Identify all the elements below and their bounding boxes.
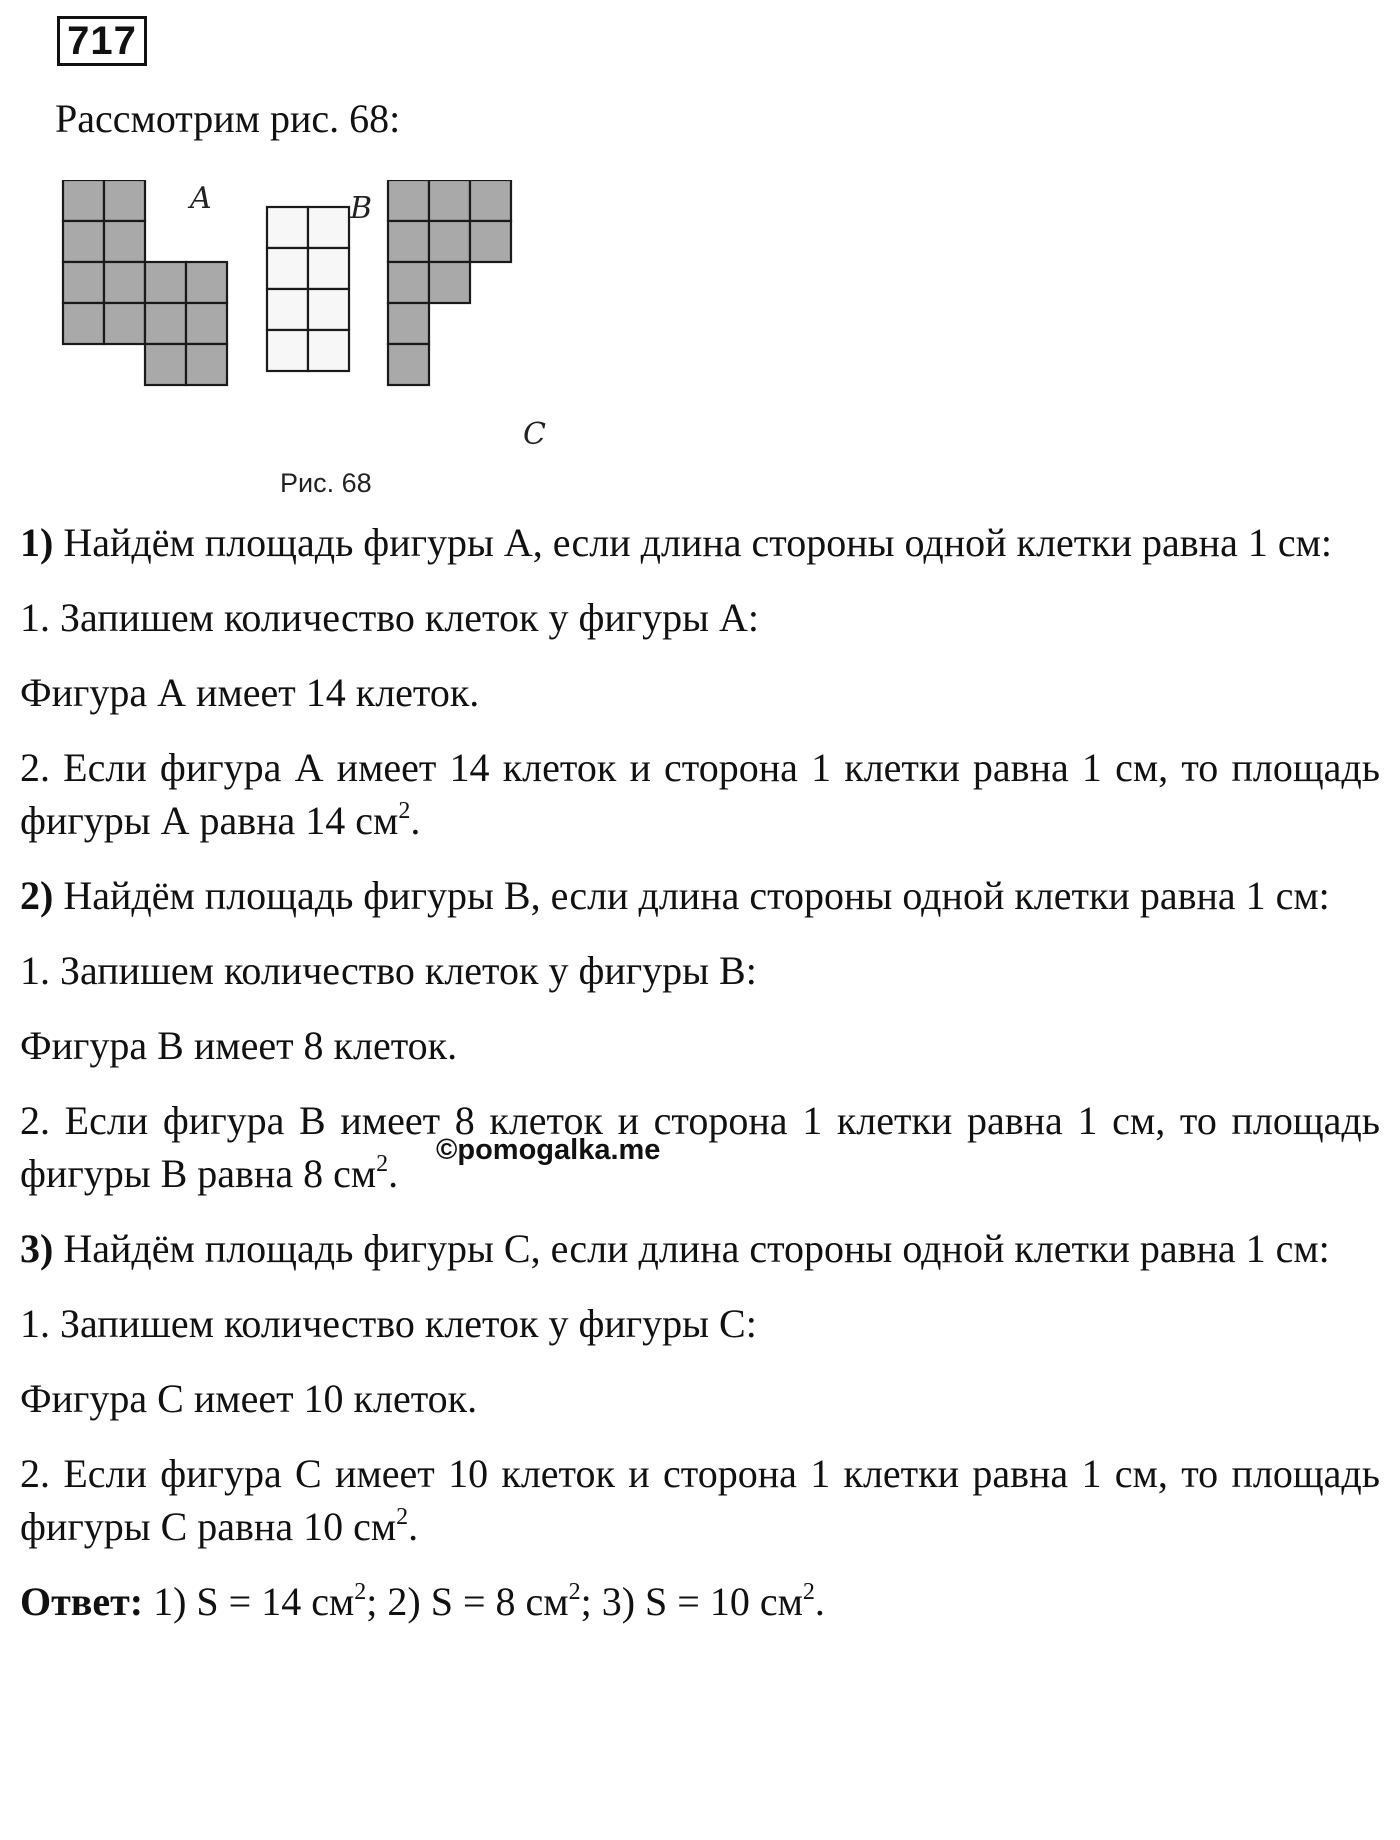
- part-1-exponent: 2: [398, 798, 411, 824]
- figure-c-cell: [388, 344, 429, 385]
- figure-a-cell: [145, 262, 186, 303]
- figure-c-cell: [388, 262, 429, 303]
- figure-c-cell: [429, 221, 470, 262]
- part-3-step2: [20, 1447, 1380, 1553]
- part-3-step2-text: 2. Если фигура С имеет 10 клеток и сторона 1 клетки равна 1 см, то площадь фигуры С равна 10 см: [20, 1451, 1380, 1549]
- figure-a-cell: [63, 303, 104, 344]
- figure-b-cell: [267, 207, 308, 248]
- part-2-step2-text: 2. Если фигура В имеет 8 клеток и сторона 1 клетки равна 1 см, то площадь фигуры В равна 8 см: [20, 1098, 1380, 1196]
- solution: [20, 516, 1380, 1650]
- answer-exp-1: 2: [354, 1579, 367, 1605]
- figure-c-shape: [388, 180, 511, 385]
- part-3-count: Фигура С имеет 10 клеток.: [20, 1376, 478, 1421]
- part-3-task: [20, 1222, 1380, 1275]
- answer-part-3: ; 3) S = 10 см: [580, 1579, 803, 1624]
- answer-label: Ответ:: [20, 1579, 144, 1624]
- part-3-period: .: [408, 1504, 419, 1549]
- part-2-count: Фигура В имеет 8 клеток.: [20, 1023, 458, 1068]
- answer-exp-2: 2: [568, 1579, 581, 1605]
- answer-exp-3: 2: [802, 1579, 815, 1605]
- part-1-step1: 1. Запишем количество клеток у фигуры А:: [20, 595, 760, 640]
- watermark: ©pomogalka.me: [436, 1134, 661, 1166]
- figure-c-cell: [470, 180, 511, 221]
- part-2-step2: [20, 1094, 1380, 1200]
- part-2-number: 2): [20, 873, 54, 918]
- figure-b-shape: [267, 207, 349, 371]
- intro-text: Рассмотрим рис. 68:: [55, 96, 401, 141]
- part-1-number: 1): [20, 520, 54, 565]
- figure-a-cell: [186, 303, 227, 344]
- figure-a-cell: [63, 221, 104, 262]
- figure-c-cell: [470, 221, 511, 262]
- part-1-step2: [20, 741, 1380, 847]
- part-3-number: 3): [20, 1226, 54, 1271]
- part-3-step1: 1. Запишем количество клеток у фигуры С:: [20, 1301, 757, 1346]
- figure-a-label: A: [190, 181, 212, 216]
- figure-a-cell: [63, 262, 104, 303]
- part-2-exponent: 2: [376, 1151, 389, 1177]
- part-2-period: .: [388, 1151, 399, 1196]
- figure-a-cell: [104, 262, 145, 303]
- figure-b-cell: [267, 330, 308, 371]
- figure-c-cell: [388, 180, 429, 221]
- part-3-task-text: Найдём площадь фигуры С, если длина стороны одной клетки равна 1 см:: [53, 1226, 1330, 1271]
- figure-b-cell: [267, 289, 308, 330]
- figure-c-cell: [388, 303, 429, 344]
- figure-b-cell: [308, 289, 349, 330]
- part-1-count: Фигура А имеет 14 клеток.: [20, 670, 480, 715]
- answer-part-1: 1) S = 14 см: [143, 1579, 355, 1624]
- figure-a-cell: [186, 344, 227, 385]
- part-3-exponent: 2: [396, 1504, 409, 1530]
- part-2-step1: 1. Запишем количество клеток у фигуры В:: [20, 948, 757, 993]
- problem-number: 717: [57, 16, 147, 66]
- figure-b-cell: [308, 248, 349, 289]
- figure-a-cell: [104, 221, 145, 262]
- part-1-period: .: [410, 798, 421, 843]
- part-1-task: [20, 516, 1380, 569]
- part-2-task: [20, 869, 1380, 922]
- figure-a-cell: [145, 344, 186, 385]
- figure-c-label: C: [523, 417, 546, 452]
- figure-c-cell: [429, 180, 470, 221]
- figure-b-label: B: [350, 191, 373, 226]
- figure-a-cell: [145, 303, 186, 344]
- figure-caption: Рис. 68: [280, 468, 372, 498]
- figure-a-cell: [104, 303, 145, 344]
- answer: [20, 1575, 1380, 1628]
- answer-part-2: ; 2) S = 8 см: [366, 1579, 569, 1624]
- figure-a-cell: [104, 180, 145, 221]
- figure-a-cell: [63, 180, 104, 221]
- figure-c-cell: [388, 221, 429, 262]
- part-2-task-text: Найдём площадь фигуры В, если длина стороны одной клетки равна 1 см:: [53, 873, 1330, 918]
- answer-end: .: [814, 1579, 825, 1624]
- figure-b-cell: [308, 330, 349, 371]
- figure-c-cell: [429, 262, 470, 303]
- figure-b-cell: [267, 248, 308, 289]
- figure-a-cell: [186, 262, 227, 303]
- figure-68: [55, 180, 655, 510]
- part-1-step2-text: 2. Если фигура А имеет 14 клеток и сторона 1 клетки равна 1 см, то площадь фигуры А равна 14 см: [20, 745, 1380, 843]
- figure-b-cell: [308, 207, 349, 248]
- part-1-task-text: Найдём площадь фигуры А, если длина стороны одной клетки равна 1 см:: [53, 520, 1332, 565]
